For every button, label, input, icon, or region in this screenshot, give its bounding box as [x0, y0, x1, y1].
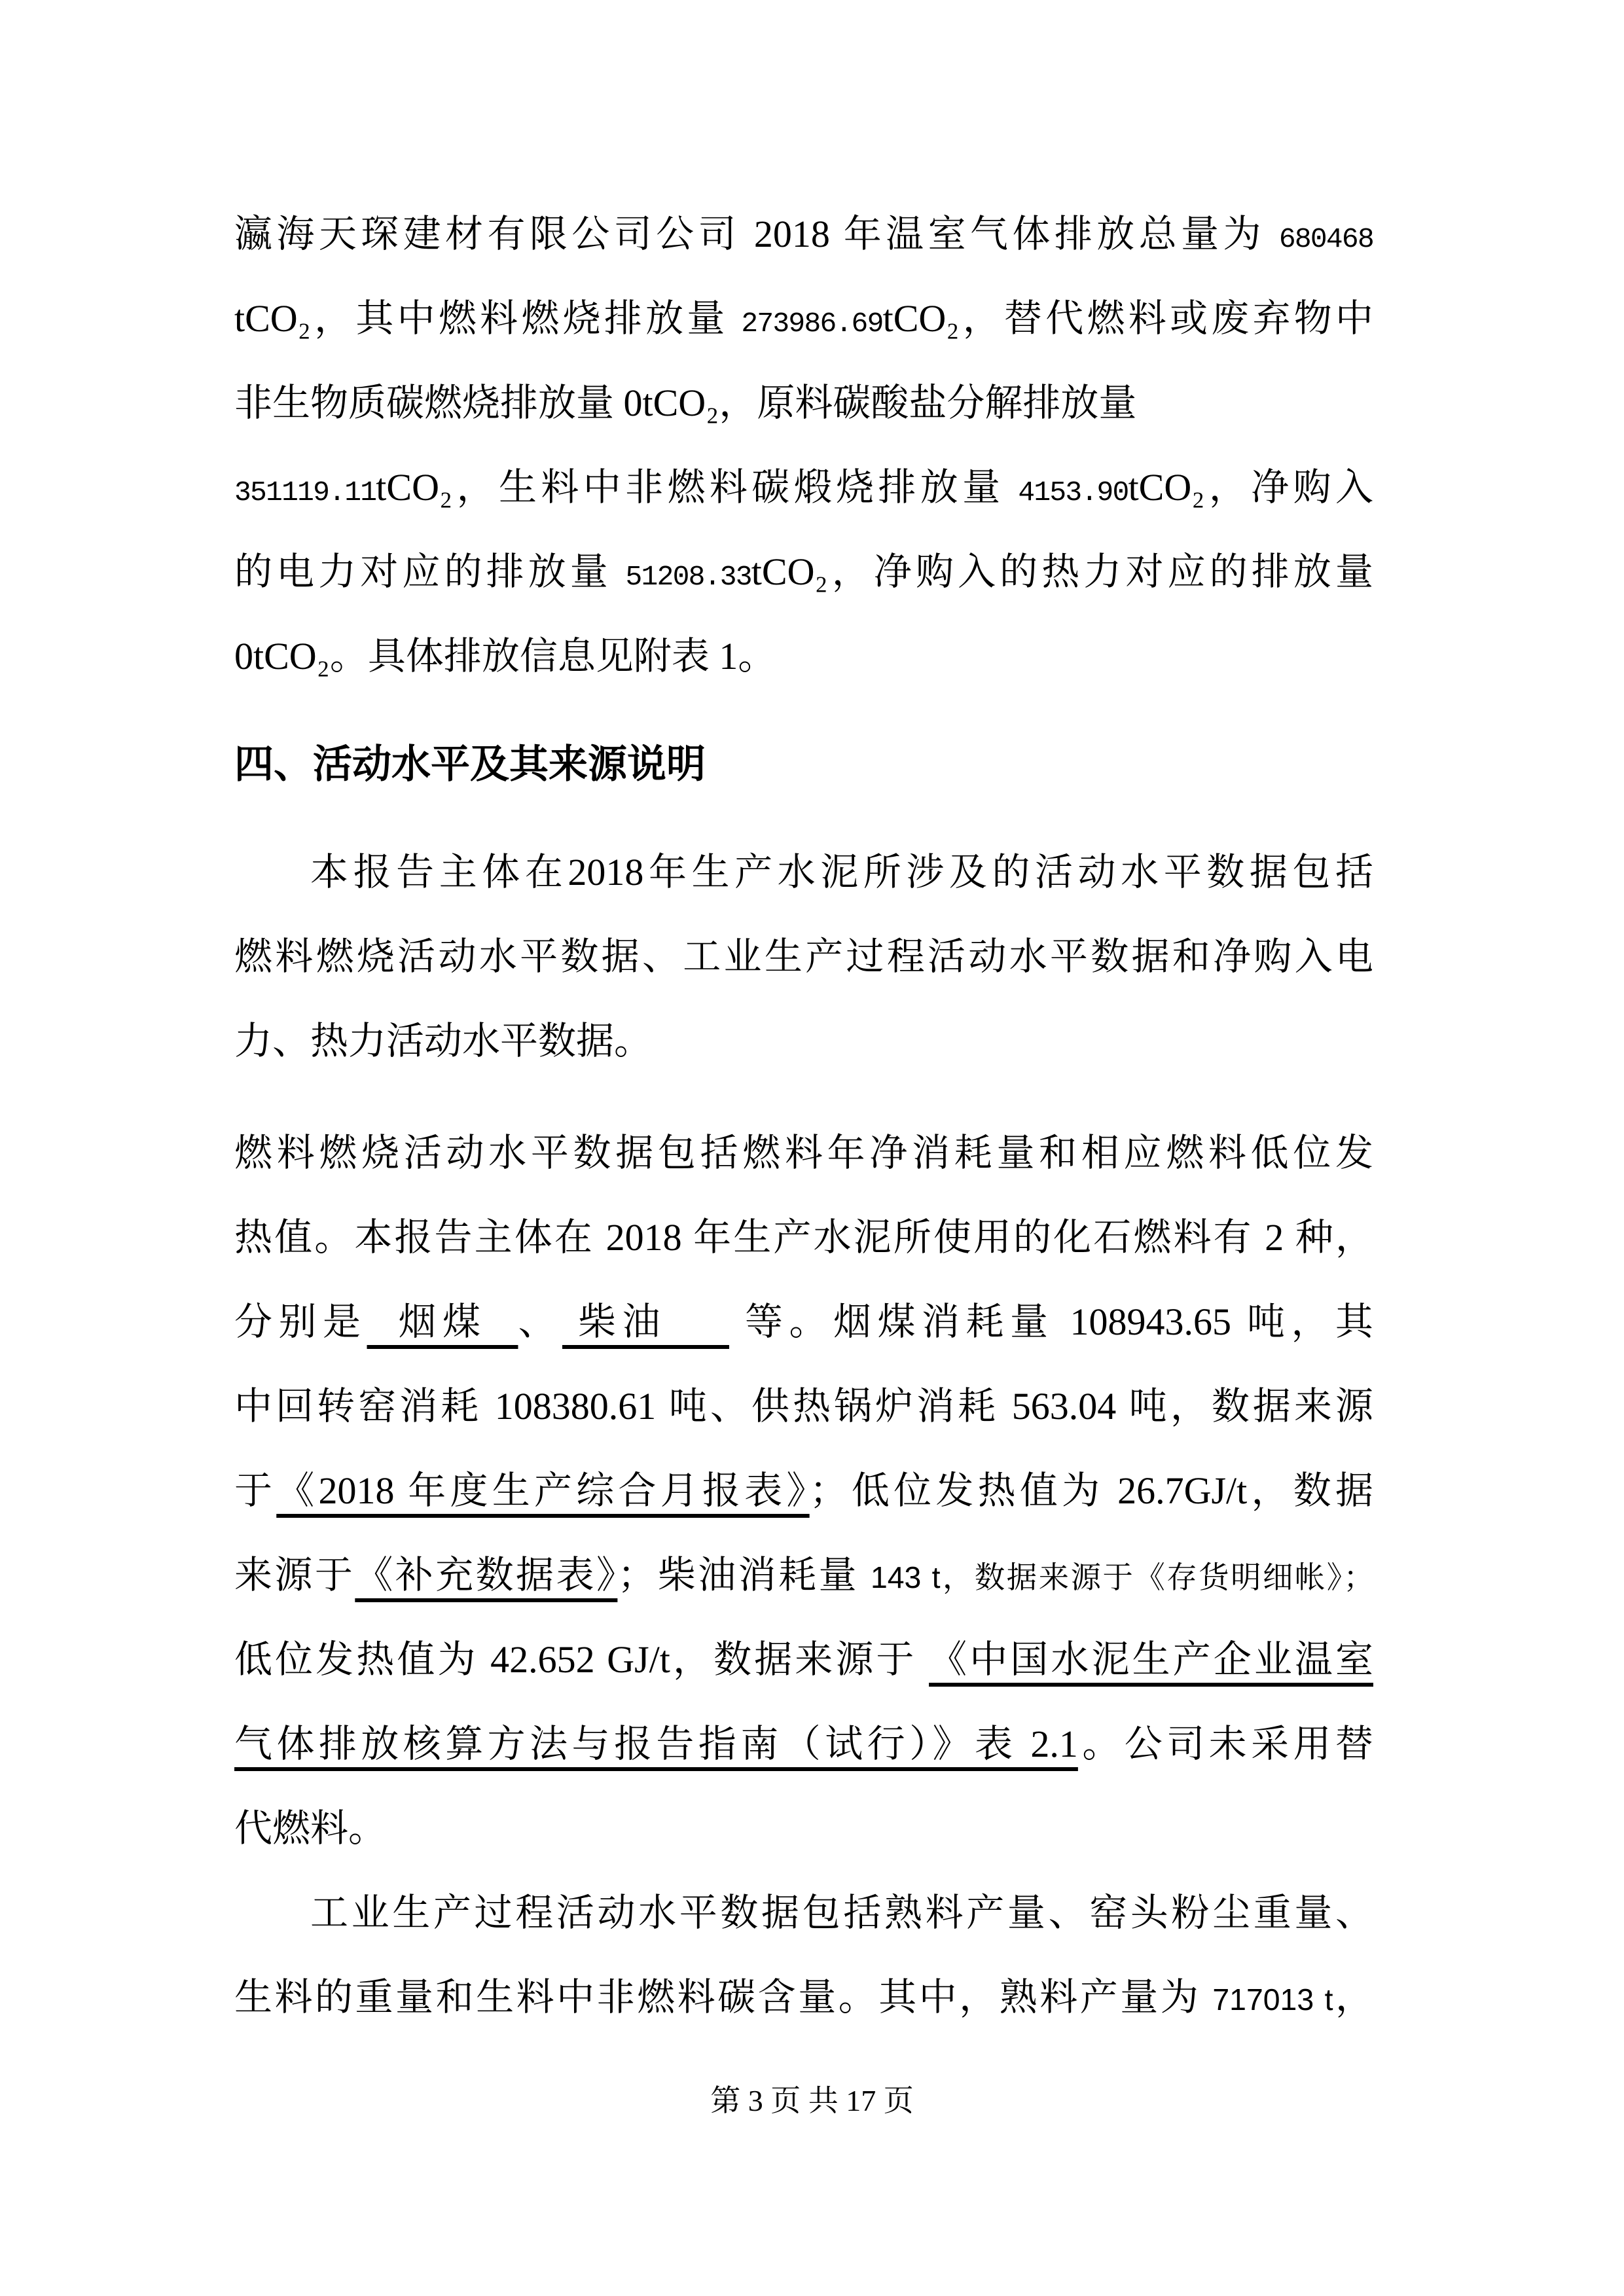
text-line [234, 1617, 1373, 1702]
text-segment: 本报告主体在2018年生产水泥所涉及的活动水平数据包括 [310, 851, 1373, 893]
text-segment: tCO₂，替代燃料或废弃物中 [882, 297, 1373, 340]
number-value: 51208.33 [625, 561, 751, 593]
text-line [234, 192, 1373, 276]
data-source-title: 《2018 年度生产综合月报表》 [276, 1469, 810, 1512]
text-segment: tCO₂，其中燃料燃烧排放量 [234, 297, 742, 340]
text-line [234, 999, 1373, 1083]
text-line [234, 1955, 1373, 2039]
text-line [234, 1448, 1373, 1533]
document-body [234, 192, 1373, 2039]
text-segment: tCO₂，生料中非燃料碳煅烧排放量 [376, 466, 1019, 509]
text-line [234, 1786, 1373, 1871]
text-segment: 瀛海天琛建材有限公司公司 2018 年温室气体排放总量为 [234, 213, 1279, 255]
text-segment: 非生物质碳燃烧排放量 0tCO₂，原料碳酸盐分解排放量 [234, 382, 1137, 424]
paragraph-emissions-summary [234, 192, 1373, 698]
number-value: 351119.11 [234, 476, 376, 509]
text-line [234, 830, 1373, 914]
paragraph-activity-overview [234, 830, 1373, 1083]
data-source-title: 《中国水泥生产企业温室 [929, 1638, 1373, 1681]
data-source-title: 《补充数据表》 [355, 1554, 618, 1596]
text-line [234, 529, 1373, 614]
text-segment: 等。烟煤消耗量 108943.65 吨，其 [729, 1300, 1373, 1343]
text-line [234, 1364, 1373, 1448]
text-segment: 0tCO₂。具体排放信息见附表 1。 [234, 635, 776, 677]
text-segment: tCO₂，净购入 [1128, 466, 1373, 509]
text-segment: 的电力对应的排放量 [234, 550, 626, 593]
text-segment: 热值。本报告主体在 2018 年生产水泥所使用的化石燃料有 2 种， [234, 1216, 1373, 1259]
text-segment: 、 [518, 1300, 562, 1343]
text-line [234, 1111, 1373, 1195]
text-segment: 分别是 [234, 1300, 367, 1343]
data-source-note: ，数据来源于《存货明细帐》； [940, 1560, 1373, 1594]
text-line [234, 445, 1373, 529]
text-segment: 燃料燃烧活动水平数据、工业生产过程活动水平数据和净购入电 [234, 935, 1373, 978]
text-line [234, 1533, 1373, 1617]
text-line [234, 614, 1373, 698]
text-line [234, 1702, 1373, 1786]
text-segment: 低位发热值为 42.652 GJ/t，数据来源于 [234, 1638, 929, 1681]
text-line [234, 276, 1373, 361]
data-source-title: 气体排放核算方法与报告指南（试行）》表 2.1 [234, 1723, 1078, 1765]
text-segment: 工业生产过程活动水平数据包括熟料产量、窑头粉尘重量、 [310, 1892, 1373, 1934]
text-segment: tCO₂，净购入的热力对应的排放量 [751, 550, 1373, 593]
text-segment: ；柴油消耗量 [617, 1554, 871, 1596]
text-line [234, 1871, 1373, 1955]
text-segment: ， [1333, 1976, 1373, 2018]
text-segment: 来源于 [234, 1554, 355, 1596]
fuel-name-blank: 烟煤 [367, 1300, 518, 1343]
number-value: 717013 t [1212, 1982, 1333, 2017]
text-segment: 。公司未采用替 [1077, 1723, 1373, 1765]
paragraph-fuel-combustion [234, 1111, 1373, 1871]
text-segment: 生料的重量和生料中非燃料碳含量。其中，熟料产量为 [234, 1976, 1213, 2018]
text-line [234, 1195, 1373, 1280]
text-line [234, 914, 1373, 999]
page-footer: 第 3 页 共 17 页 [710, 2084, 914, 2117]
section-heading: 四、活动水平及其来源说明 [234, 742, 706, 786]
text-segment: 于 [234, 1469, 277, 1512]
number-value: 273986.69 [741, 308, 883, 340]
text-segment: 力、热力活动水平数据。 [234, 1020, 653, 1062]
text-segment: ；低位发热值为 26.7GJ/t，数据 [809, 1469, 1373, 1512]
number-value: 143 t [870, 1560, 941, 1594]
number-value: 680468 [1278, 223, 1373, 255]
text-line [234, 1280, 1373, 1364]
text-line [234, 361, 1373, 445]
text-segment: 中回转窑消耗 108380.61 吨、供热锅炉消耗 563.04 吨，数据来源 [234, 1385, 1373, 1427]
number-value: 4153.90 [1018, 476, 1128, 509]
fuel-name-blank: 柴油 [562, 1300, 729, 1343]
paragraph-industrial-process [234, 1871, 1373, 2039]
text-segment: 代燃料。 [234, 1807, 387, 1850]
text-segment: 燃料燃烧活动水平数据包括燃料年净消耗量和相应燃料低位发 [234, 1132, 1373, 1174]
